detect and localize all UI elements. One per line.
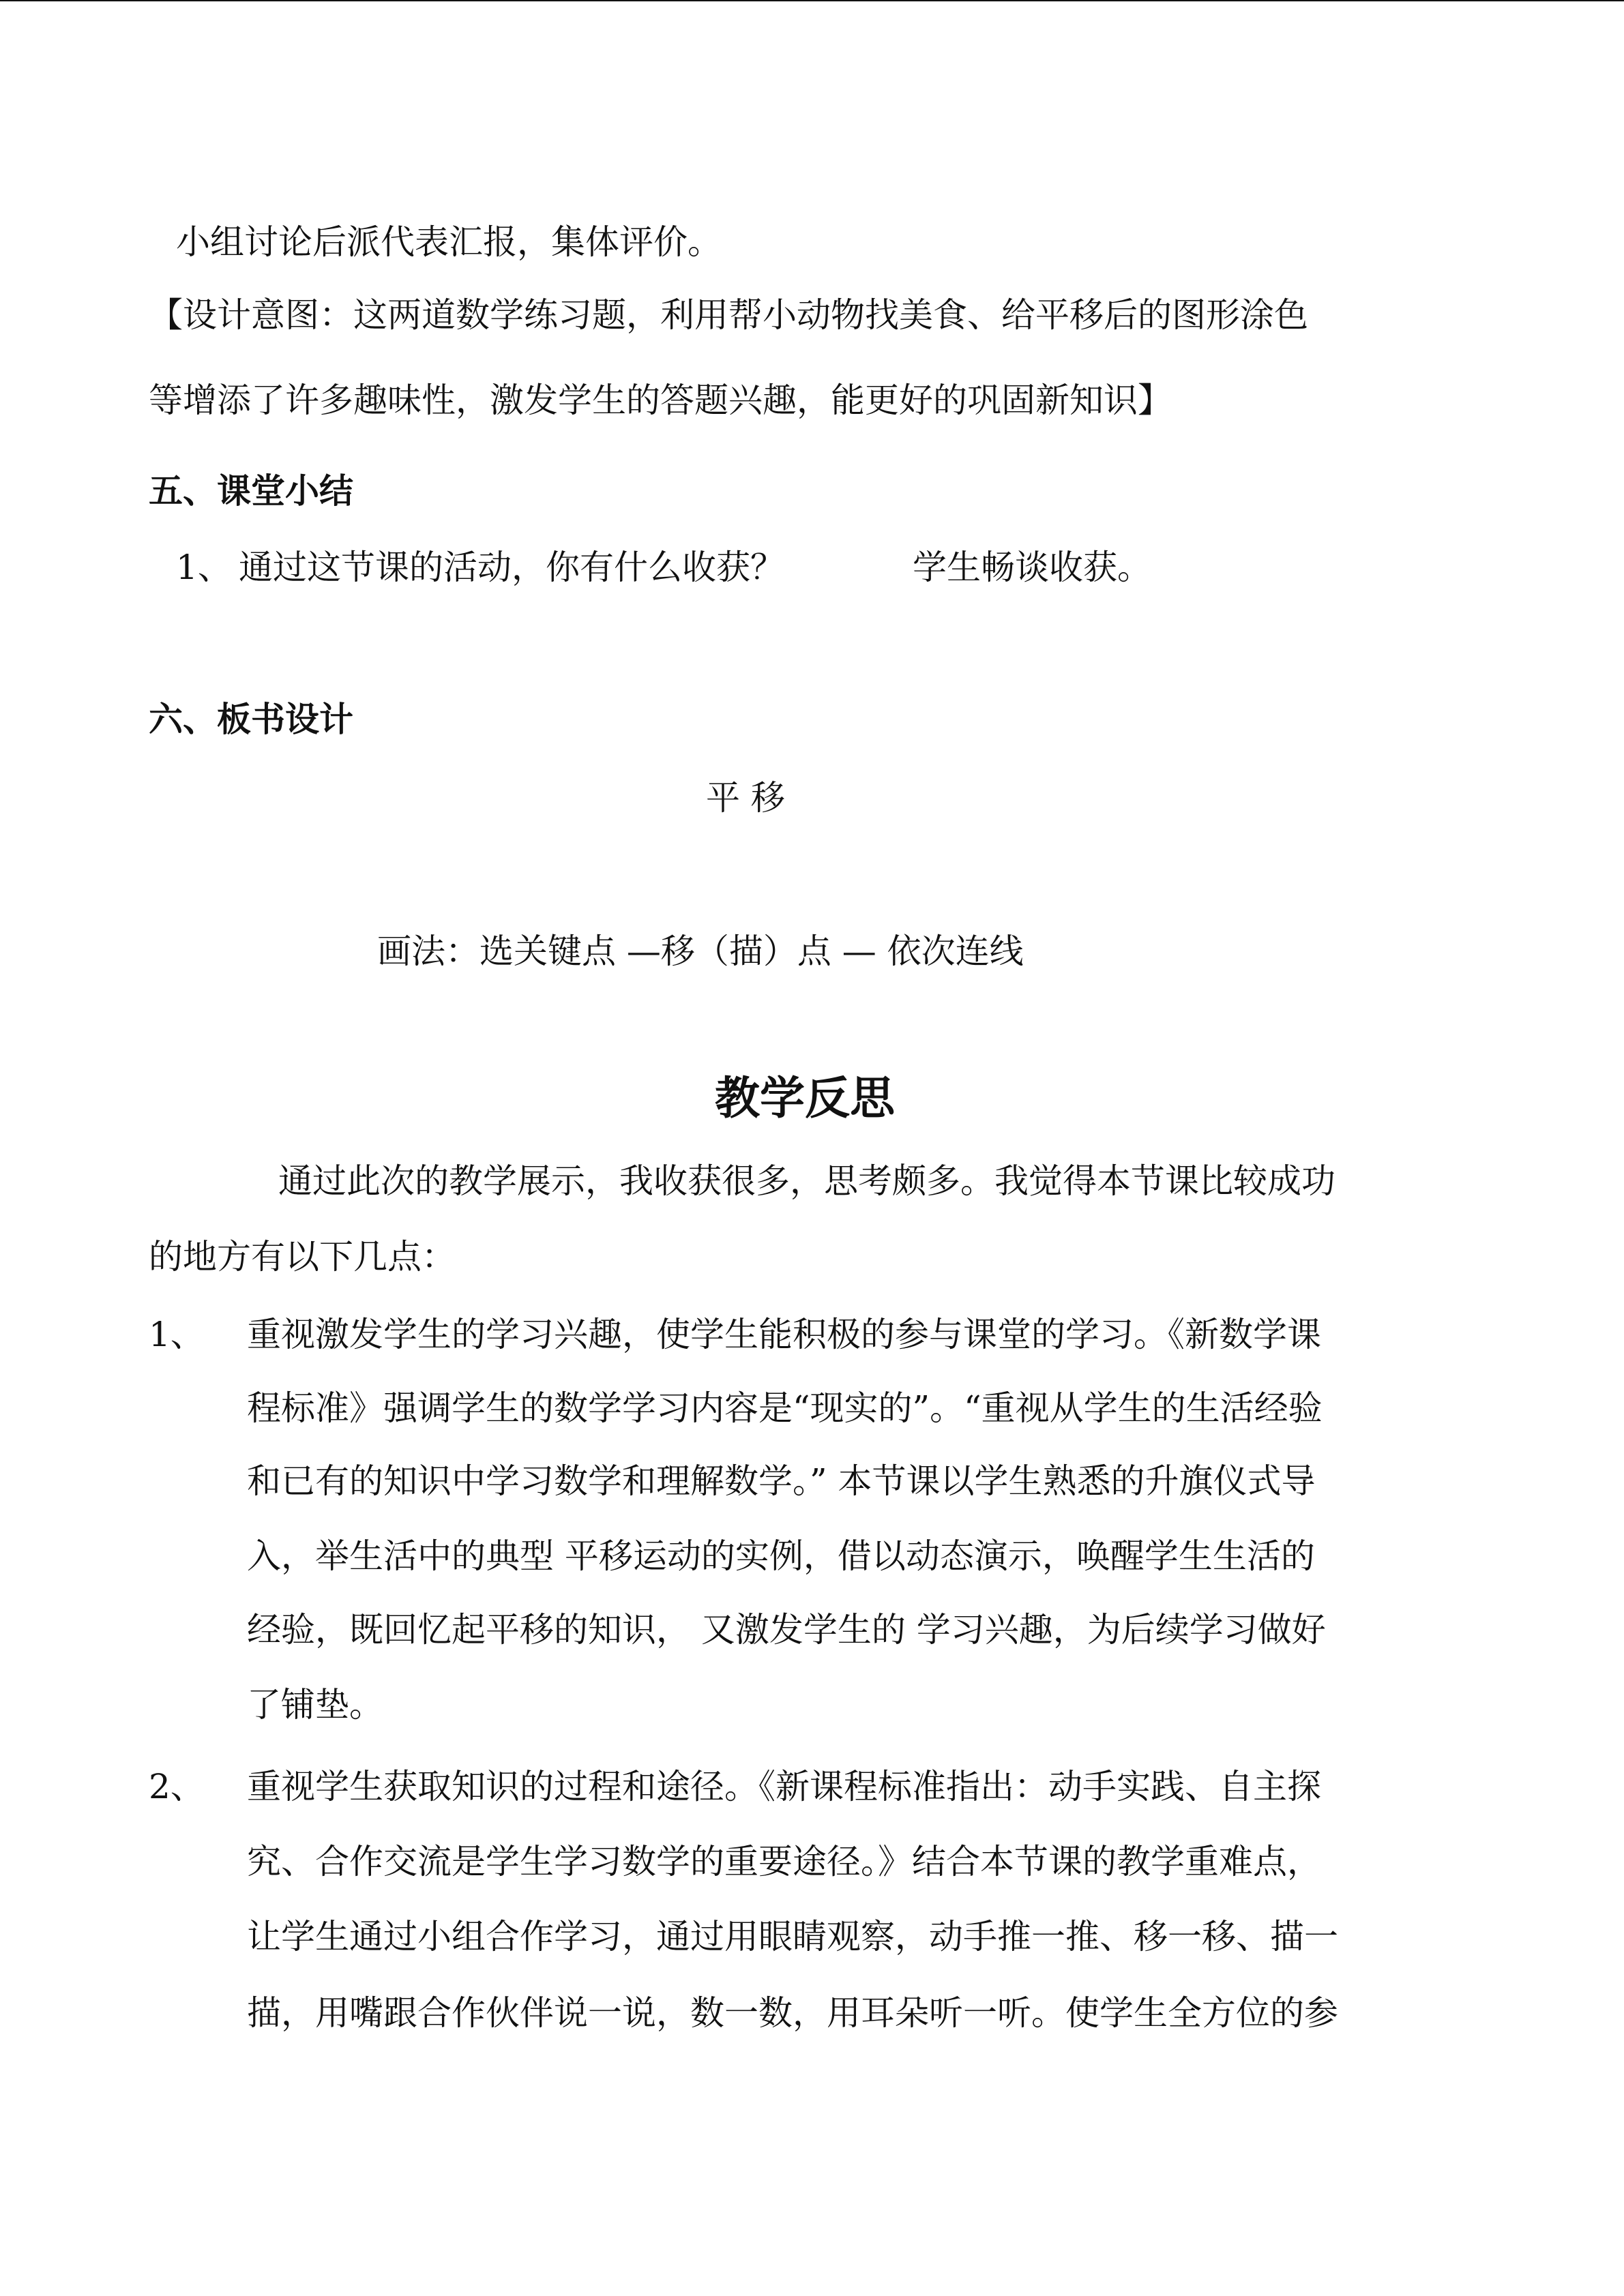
reflection-point-1-number: 1、 bbox=[149, 1315, 205, 1354]
reflection-point-2-number: 2、 bbox=[149, 1767, 205, 1806]
reflection-point-2-line: 描，用嘴跟合作伙伴说一说，数一数，用耳朵听一听。使学生全方位的参 bbox=[247, 1993, 1338, 2033]
section-heading-board: 六、板书设计 bbox=[149, 699, 353, 739]
reflection-point-2-line: 究、合作交流是学生学习数学的重要途径。》结合本节课的教学重难点， bbox=[247, 1842, 1321, 1881]
board-title: 平 移 bbox=[706, 778, 785, 818]
reflection-point-1-line: 和已有的知识中学习数学和理解数学。” 本节课以学生熟悉的升旗仪式导 bbox=[247, 1461, 1316, 1501]
reflection-point-2-line: 让学生通过小组合作学习，通过用眼睛观察，动手推一推、移一移、描一 bbox=[247, 1917, 1338, 1956]
reflection-intro-line-1: 通过此次的教学展示，我收获很多，思考颇多。我觉得本节课比较成功 bbox=[278, 1161, 1335, 1201]
reflection-title: 教学反思 bbox=[715, 1071, 895, 1124]
design-intent-line-2: 等增添了许多趣味性，激发学生的答题兴趣，能更好的巩固新知识】 bbox=[149, 381, 1172, 420]
reflection-point-1-line: 入，举生活中的典型 平移运动的实例，借以动态演示，唤醒学生生活的 bbox=[247, 1536, 1315, 1576]
summary-item-question: 通过这节课的活动，你有什么收获？ bbox=[239, 548, 784, 587]
discussion-line: 小组讨论后派代表汇报，集体评价。 bbox=[176, 222, 722, 262]
page-top-border bbox=[0, 0, 1624, 1]
summary-item-response: 学生畅谈收获。 bbox=[913, 548, 1151, 587]
design-intent-line-1: 【设计意图：这两道数学练习题，利用帮小动物找美食、给平移后的图形涂色 bbox=[149, 295, 1308, 335]
reflection-intro-line-2: 的地方有以下几点： bbox=[149, 1237, 456, 1277]
summary-item-number: 1、 bbox=[176, 548, 232, 587]
reflection-point-1-line: 了铺垫。 bbox=[247, 1685, 383, 1725]
reflection-point-1-line: 程标准》强调学生的数学学习内容是“现实的”。“重视从学生的生活经验 bbox=[247, 1388, 1323, 1428]
reflection-point-1-line: 经验，既回忆起平移的知识， 又激发学生的 学习兴趣，为后续学习做好 bbox=[247, 1610, 1326, 1650]
reflection-point-2-line: 重视学生获取知识的过程和途径。《新课程标准指出：动手实践、自主探 bbox=[247, 1767, 1321, 1806]
reflection-point-1-line: 重视激发学生的学习兴趣，使学生能积极的参与课堂的学习。《新数学课 bbox=[247, 1315, 1321, 1354]
board-method: 画法：选关键点 —移（描）点 — 依次连线 bbox=[377, 931, 1024, 971]
section-heading-summary: 五、课堂小结 bbox=[149, 471, 353, 511]
